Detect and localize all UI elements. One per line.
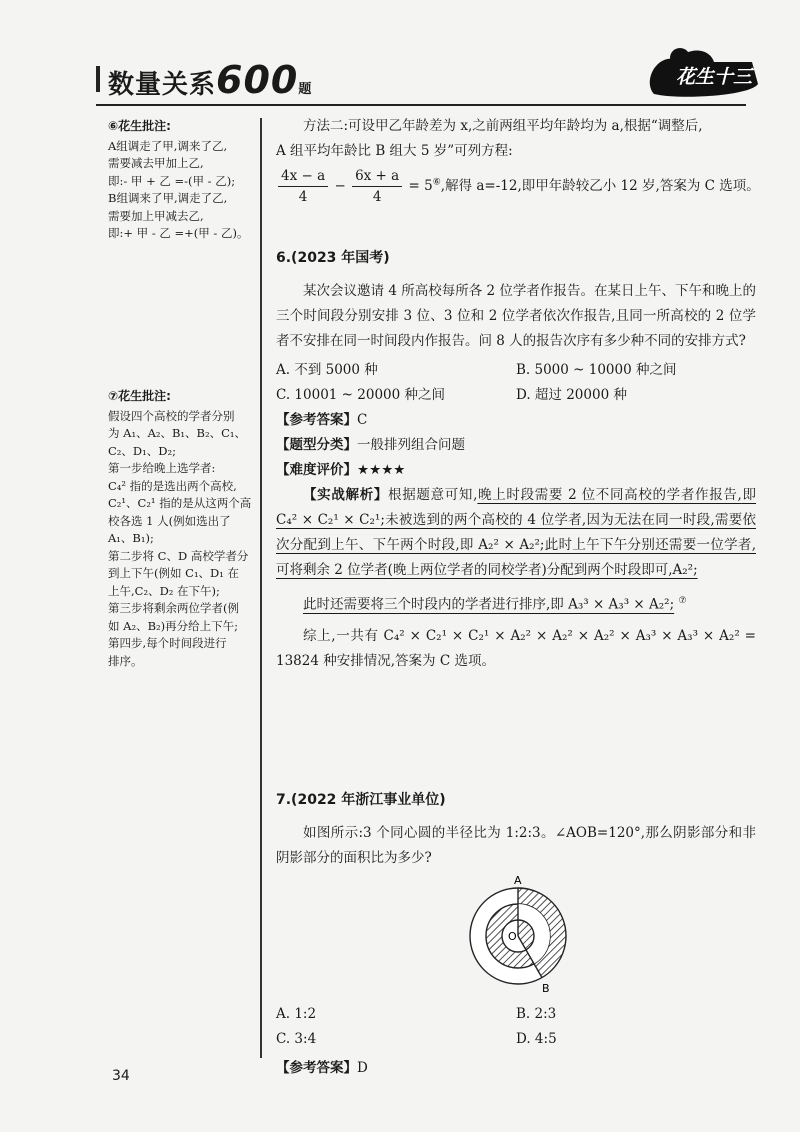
difficulty-line: 【难度评价】★★★★ xyxy=(276,462,406,478)
method-line-2: A 组平均年龄比 B 组大 5 岁”可列方程: xyxy=(276,143,513,159)
note-line: A组调走了甲,调来了乙, xyxy=(108,138,228,153)
fraction-1: $\frac{4x - a}{4}$ xyxy=(278,166,328,207)
option-d: D. 4:5 xyxy=(516,1031,557,1047)
sidebar-note-6 xyxy=(108,118,258,243)
note-line: 需要加上甲减去乙, xyxy=(108,208,204,223)
option-a: A. 1:2 xyxy=(276,1006,317,1022)
question-7 xyxy=(276,788,756,871)
note-line: C₄² 指的是选出两个高校, xyxy=(108,478,237,493)
method-two xyxy=(276,114,760,207)
analysis-step: 此时还需要将三个时段内的学者进行排序,即 A₃³ × A₃³ × A₂²; ⑦ xyxy=(303,596,687,613)
note-line: 到上下午(例如 C₁、D₁ 在 xyxy=(108,566,240,580)
label-a: A xyxy=(514,874,522,887)
method-line-1: 方法二:可设甲乙年龄差为 x,之前两组平均年龄均为 a,根据“调整后, xyxy=(303,118,703,134)
note-line: 第三步将剩余两位学者(例 xyxy=(108,601,239,615)
label-b: B xyxy=(542,982,550,995)
note-marker: ⑦ xyxy=(678,596,687,606)
header-bar xyxy=(96,66,100,92)
note-line: 为 A₁、A₂、B₁、B₂、C₁、 xyxy=(108,426,247,440)
minus-sign: − xyxy=(334,178,346,194)
option-d: D. 超过 20000 种 xyxy=(516,387,627,403)
note-title: ⑦花生批注: xyxy=(108,389,171,403)
equals: = 5 xyxy=(408,178,433,194)
note-line: C₂¹、C₂¹ 指的是从这两个高 xyxy=(108,496,252,510)
answer-line: 【参考答案】D xyxy=(276,1060,368,1076)
note-line: 第二步将 C、D 高校学者分 xyxy=(108,548,249,563)
header-rule xyxy=(96,104,746,106)
sidebar-note-7 xyxy=(108,388,258,670)
note-line: 如 A₂、B₂)再分给上下午; xyxy=(108,618,238,633)
page-number: 34 xyxy=(112,1068,130,1084)
label-o: O xyxy=(508,930,517,943)
analysis: 【实战解析】根据题意可知,晚上时段需要 2 位不同高校的学者作报告,即 C₄² × C₂¹ × C₂¹;未被选到的两个高校的 4 位学者,因为无法在同一时段,需要依次分配到上午、下午两个时段,即 A₂² × A₂²;此时上午下午分别还需要一位学者,可将剩余 2 位学者(晚上两位学者的同校学者)分配到两个时段即可,A₂²; xyxy=(276,487,757,578)
note-line: 上午,C₂、D₂ 在下午); xyxy=(108,583,220,598)
book-title: 数量关系600题 xyxy=(108,58,313,102)
difficulty-stars: ★★★★ xyxy=(357,462,406,478)
note-line: A₁、B₁); xyxy=(108,531,154,545)
brand-name: 花生十三 xyxy=(676,66,753,88)
note-line: 第四步,每个时间段进行 xyxy=(108,636,227,650)
option-b: B. 5000 ~ 10000 种之间 xyxy=(516,362,677,378)
option-b: B. 2:3 xyxy=(516,1006,557,1022)
option-a: A. 不到 5000 种 xyxy=(276,362,378,378)
column-divider xyxy=(260,118,262,1058)
note-line: 需要减去甲加上乙, xyxy=(108,156,204,170)
summary: 综上,一共有 C₄² × C₂¹ × C₂¹ × A₂² × A₂² × A₂² × A₃³ × A₃³ × A₂² = 13824 种安排情况,答案为 C 选项。 xyxy=(276,627,756,669)
concentric-circles-figure xyxy=(462,870,582,996)
question-header: 6.(2023 年国考) xyxy=(276,250,390,266)
note-marker: ⑥ xyxy=(432,177,441,188)
question-7-options xyxy=(276,1002,756,1081)
note-line: 假设四个高校的学者分别 xyxy=(108,408,235,423)
equation xyxy=(276,166,760,207)
question-6 xyxy=(276,246,756,674)
note-line: C₂、D₁、D₂; xyxy=(108,443,176,458)
note-line: 即:+ 甲 - 乙 =+(甲 - 乙)。 xyxy=(108,226,249,240)
question-header: 7.(2022 年浙江事业单位) xyxy=(276,792,446,808)
note-line: 即:- 甲 + 乙 =-(甲 - 乙); xyxy=(108,173,236,188)
note-line: 校各选 1 人(例如选出了 xyxy=(108,513,231,528)
solution-text: ,解得 a=-12,即甲年龄较乙小 12 岁,答案为 C 选项。 xyxy=(440,178,760,194)
option-c: C. 10001 ~ 20000 种之间 xyxy=(276,387,446,403)
question-stem: 某次会议邀请 4 所高校每所各 2 位学者作报告。在某日上午、下午和晚上的三个时间段分别安排 3 位、3 位和 2 位学者依次作报告,且同一所高校的 2 位学者不安排在同一时间段内作报告。问 8 人的报告次序有多少种不同的安排方式? xyxy=(276,283,756,349)
note-line: B组调来了甲,调走了乙, xyxy=(108,191,228,205)
fraction-2: $\frac{6x + a}{4}$ xyxy=(352,166,402,207)
answer-line: 【参考答案】C xyxy=(276,412,368,428)
type-line: 【题型分类】一般排列组合问题 xyxy=(276,437,465,453)
note-title: ⑥花生批注: xyxy=(108,119,171,133)
option-c: C. 3:4 xyxy=(276,1031,317,1047)
note-line: 第一步给晚上选学者: xyxy=(108,461,216,475)
question-stem: 如图所示:3 个同心圆的半径比为 1:2:3。∠AOB=120°,那么阴影部分和非阴影部分的面积比为多少? xyxy=(276,825,756,866)
note-line: 排序。 xyxy=(108,653,143,668)
